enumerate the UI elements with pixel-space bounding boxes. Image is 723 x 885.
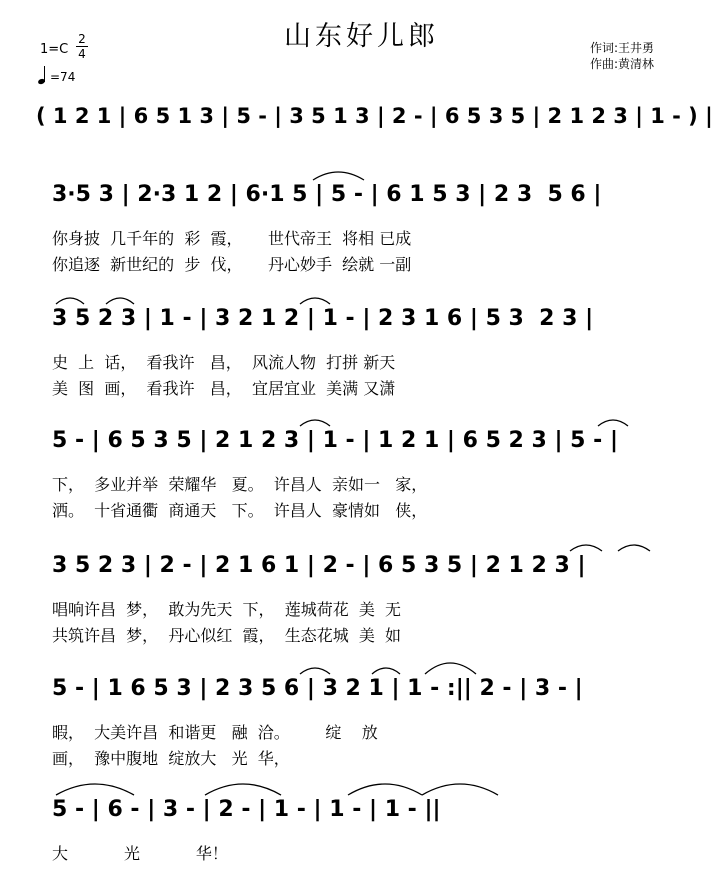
slur bbox=[570, 545, 602, 551]
lyricist: 作词:王井勇 bbox=[590, 41, 655, 55]
notation-line: 3 5 2 3 | 2 - | 2 1 6 1 | 2 - | 6 5 3 5 | 2 1 2 3 | bbox=[52, 553, 586, 578]
lyric-verse-2: 你追逐 新世纪的 步 伐， 丹心妙手 绘就 一副 bbox=[52, 255, 412, 274]
slur bbox=[372, 668, 400, 674]
notation-line: 3 5 2 3 | 1 - | 3 2 1 2 | 1 - | 2 3 1 6 | 5 3 2 3 | bbox=[52, 306, 594, 331]
notation-line: 5 - | 1 6 5 3 | 2 3 5 6 | 3 2 1 | 1 - :|| 2 - | 3 - | bbox=[52, 676, 583, 701]
lyric-verse-1: 大 光 华！ bbox=[52, 844, 228, 863]
slur bbox=[106, 298, 134, 304]
lyric-verse-2: 共筑许昌 梦， 丹心似红 霞， 生态花城 美 如 bbox=[52, 626, 402, 645]
notation-line: 5 - | 6 5 3 5 | 2 1 2 3 | 1 - | 1 2 1 | 6 5 2 3 | 5 - | bbox=[52, 428, 618, 453]
slur bbox=[422, 784, 498, 795]
time-sig-bottom: 4 bbox=[78, 47, 86, 61]
lyric-verse-1: 下， 多业并举 荣耀华 夏。 许昌人 亲如一 家， bbox=[52, 475, 428, 494]
slur bbox=[56, 298, 84, 304]
notation-line: 3·5 3 | 2·3 1 2 | 6·1 5 | 5 - | 6 1 5 3 | 2 3 5 6 | bbox=[52, 182, 602, 207]
time-sig-top: 2 bbox=[78, 32, 86, 46]
slur bbox=[205, 784, 281, 795]
composer: 作曲:黄清林 bbox=[590, 57, 655, 71]
slur bbox=[598, 420, 628, 426]
slur bbox=[313, 172, 364, 180]
lyric-verse-1: 史 上 话， 看我许 昌， 风流人物 打拼 新天 bbox=[52, 353, 396, 372]
slur bbox=[300, 668, 330, 674]
lyric-verse-2: 美 图 画， 看我许 昌， 宜居宜业 美满 又潇 bbox=[52, 379, 396, 398]
slur bbox=[56, 784, 134, 795]
notation-line: ( 1 2 1 | 6 5 1 3 | 5 - | 3 5 1 3 | 2 - | 6 5 3 5 | 2 1 2 3 | 1 - ) | bbox=[36, 104, 713, 128]
slur bbox=[425, 663, 476, 674]
notation-line: 5 - | 6 - | 3 - | 2 - | 1 - | 1 - | 1 - || bbox=[52, 797, 441, 822]
key-signature: 1=C bbox=[40, 42, 69, 57]
lyric-verse-2: 洒。 十省通衢 商通天 下。 许昌人 豪情如 侠， bbox=[52, 501, 428, 520]
lyric-verse-1: 唱响许昌 梦， 敢为先天 下， 莲城荷花 美 无 bbox=[52, 600, 402, 619]
slur bbox=[618, 545, 650, 551]
slur bbox=[300, 420, 330, 426]
lyric-verse-1: 你身披 几千年的 彩 霞， 世代帝王 将相 已成 bbox=[52, 229, 412, 248]
lyric-verse-2: 画， 豫中腹地 绽放大 光 华， bbox=[52, 749, 290, 768]
tempo-value: =74 bbox=[50, 70, 76, 84]
slur bbox=[348, 784, 422, 795]
slur bbox=[300, 298, 330, 304]
song-title: 山东好儿郎 bbox=[284, 21, 439, 52]
lyric-verse-1: 暇， 大美许昌 和谐更 融 洽。 绽 放 bbox=[52, 723, 378, 742]
